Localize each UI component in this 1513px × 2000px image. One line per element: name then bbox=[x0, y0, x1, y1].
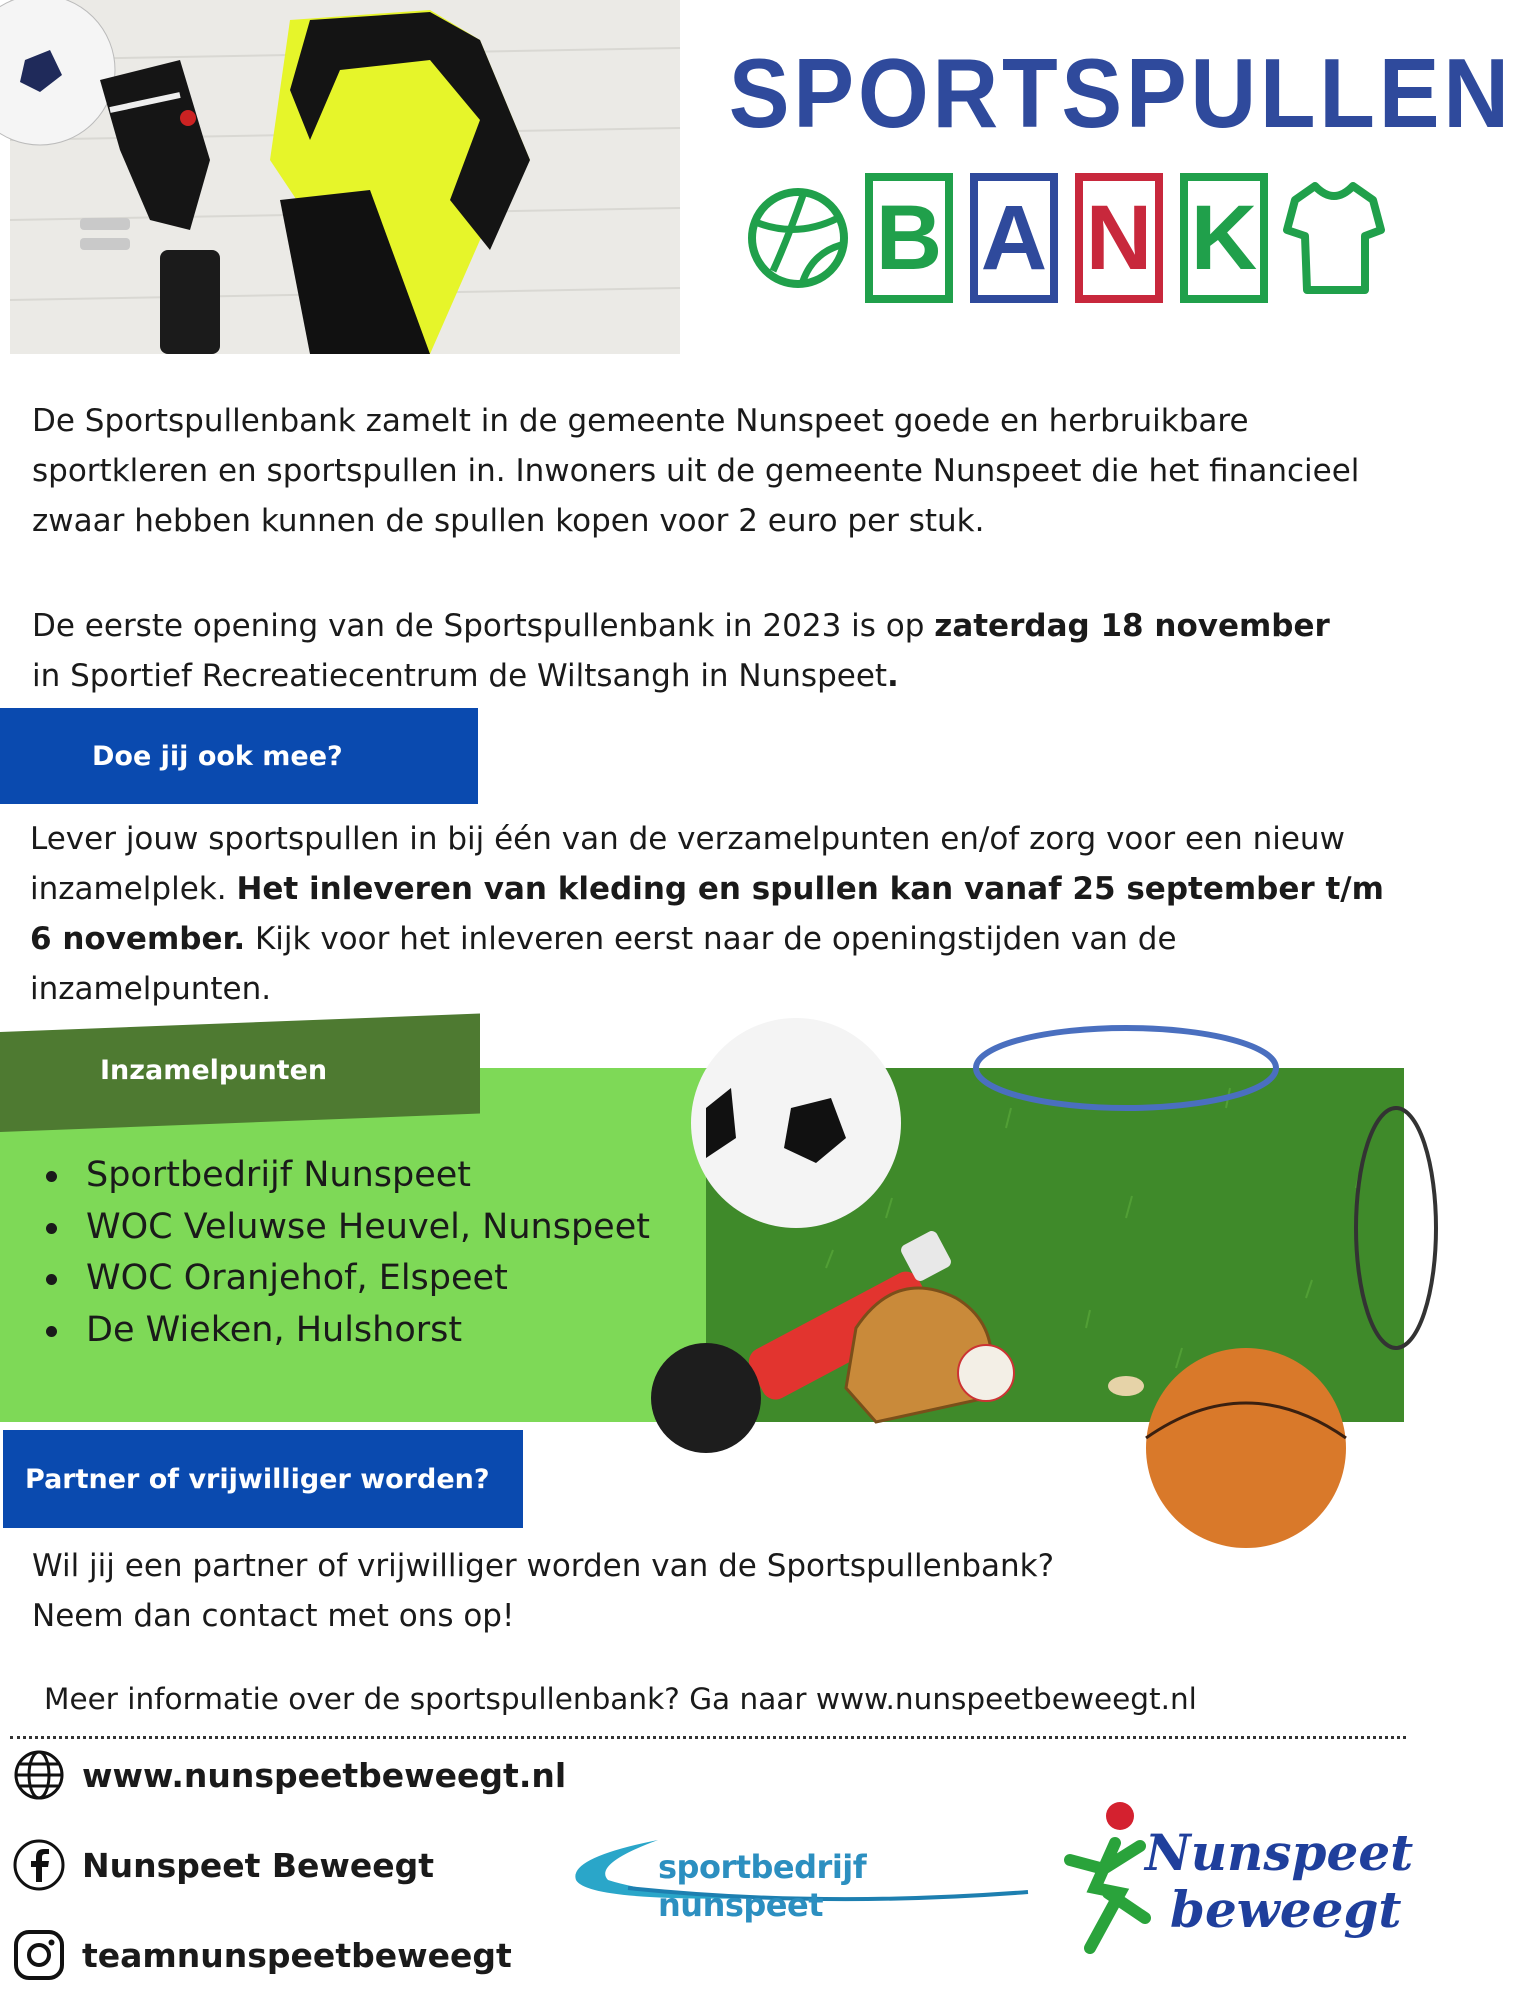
section-heading-doe-mee bbox=[0, 708, 478, 804]
nunspeet-beweegt-line2: beweegt bbox=[1170, 1880, 1402, 1939]
list-item-label: De Wieken, Hulshorst bbox=[86, 1309, 463, 1350]
tshirt-icon bbox=[1285, 178, 1383, 298]
list-item-label: Sportbedrijf Nunspeet bbox=[86, 1155, 471, 1195]
section-heading-text: Doe jij ook mee? bbox=[92, 740, 343, 772]
logo-letter-n: N bbox=[1075, 173, 1163, 303]
nunspeet-beweegt-line1: Nunspeet bbox=[1145, 1823, 1414, 1882]
opening-period: . bbox=[887, 658, 899, 694]
facebook-icon bbox=[12, 1838, 66, 1892]
facebook-contact[interactable] bbox=[12, 1838, 434, 1892]
opening-text: De eerste opening van de Sportspullenbank in 2023 is op bbox=[32, 608, 935, 644]
opening-location: in Sportief Recreatiecentrum de Wiltsangh in Nunspeet bbox=[32, 658, 888, 694]
facebook-link[interactable]: Nunspeet Beweegt bbox=[82, 1845, 435, 1885]
instagram-link[interactable]: teamnunspeetbeweegt bbox=[82, 1935, 512, 1975]
logo-letter-k: K bbox=[1180, 173, 1268, 303]
sports-equipment-photo bbox=[706, 1068, 1404, 1422]
section1-text: Lever jouw sportspullen in bij één van de verzamelpunten en/of zorg voor een nieuw inzamelplek. bbox=[30, 821, 1345, 907]
section-heading-partner bbox=[3, 1430, 523, 1528]
intro-paragraph: De Sportspullenbank zamelt in de gemeente Nunspeet goede en herbruikbare sportkleren en sportspullen in. Inwoners uit de gemeente Nunspeet die het financieel zwaar hebben kunnen de spullen kopen voor 2 euro per stuk. bbox=[32, 403, 1360, 539]
logo-letter-b: B bbox=[865, 173, 953, 303]
bullet-icon bbox=[46, 1326, 57, 1337]
list-item bbox=[36, 1150, 696, 1202]
nunspeet-beweegt-logo bbox=[1060, 1798, 1414, 1968]
bullet-icon bbox=[46, 1171, 57, 1182]
opening-paragraph bbox=[32, 601, 1332, 701]
collection-points-list bbox=[36, 1150, 696, 1356]
logo-letter-a: A bbox=[970, 173, 1058, 303]
sports-clothing-photo bbox=[10, 0, 680, 354]
list-item bbox=[36, 1202, 696, 1254]
sportbedrijf-nunspeet-logo bbox=[568, 1818, 1038, 1928]
list-item-label: WOC Veluwse Heuvel, Nunspeet bbox=[86, 1206, 650, 1247]
bullet-icon bbox=[46, 1274, 57, 1285]
list-item bbox=[36, 1305, 696, 1357]
instagram-icon bbox=[12, 1928, 66, 1982]
website-contact[interactable] bbox=[12, 1748, 566, 1802]
section1-dates: Het inleveren van kleding en spullen kan vanaf 25 september t/m 6 november. bbox=[30, 871, 1384, 957]
more-info-text: Meer informatie over de sportspullenbank? Ga naar www.nunspeetbeweegt.nl bbox=[44, 1682, 1197, 1716]
bullet-icon bbox=[46, 1223, 57, 1234]
volleyball-icon bbox=[743, 183, 853, 293]
section-heading-inzamelpunten: Inzamelpunten bbox=[100, 1055, 328, 1086]
list-item bbox=[36, 1253, 696, 1305]
instagram-contact[interactable] bbox=[12, 1928, 512, 1982]
section1-note: Kijk voor het inleveren eerst naar de openingstijden van de inzamelpunten. bbox=[30, 921, 1177, 1007]
globe-icon bbox=[12, 1748, 66, 1802]
divider bbox=[10, 1736, 1406, 1739]
section1-paragraph bbox=[30, 814, 1400, 1014]
section3-line1: Wil jij een partner of vrijwilliger worden van de Sportspullenbank? bbox=[32, 1548, 1055, 1584]
section-heading-text: Partner of vrijwilliger worden? bbox=[25, 1463, 490, 1495]
list-item-label: WOC Oranjehof, Elspeet bbox=[86, 1258, 508, 1298]
sportspullenbank-logo bbox=[705, 38, 1513, 358]
website-link[interactable]: www.nunspeetbeweegt.nl bbox=[82, 1755, 567, 1795]
opening-date: zaterdag 18 november bbox=[934, 608, 1330, 644]
section3-line2: Neem dan contact met ons op! bbox=[32, 1598, 515, 1634]
logo-title: SPORTSPULLEN bbox=[728, 38, 1513, 148]
sportbedrijf-name: sportbedrijf nunspeet bbox=[658, 1848, 867, 1924]
